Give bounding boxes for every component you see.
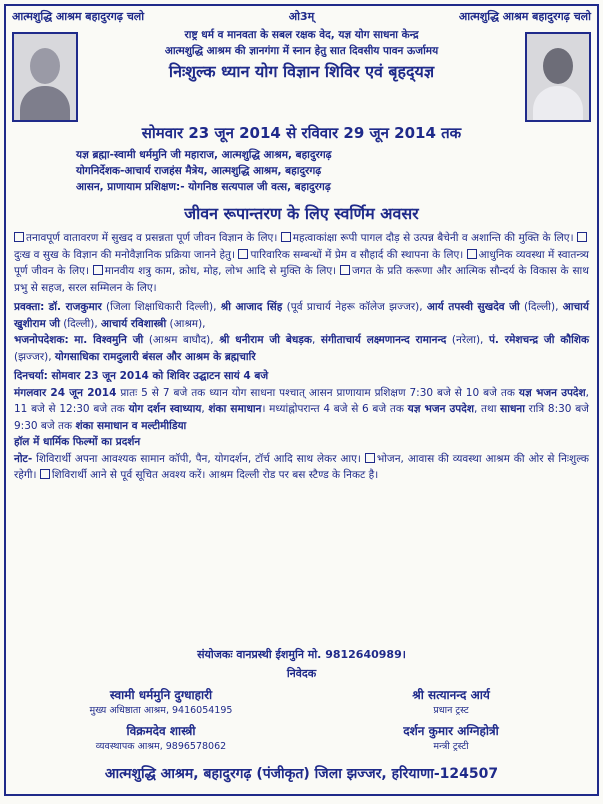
note-item: भोजन, आवास की व्यवस्था आश्रम की ओर से निःशुल्क रहेगी। [14, 452, 589, 481]
photo-body-shape [20, 86, 70, 122]
speaker-detail: (आश्रम), [166, 317, 206, 330]
schedule-item: शंका समाधान [208, 403, 262, 415]
singer-detail: (आश्रम बाघौद), [143, 334, 220, 346]
note-paragraph [14, 451, 589, 484]
top-right-slogan: आत्मशुद्धि आश्रम बहादुरगढ़ चलो [458, 10, 591, 23]
speaker-detail: (दिल्ली), [59, 317, 101, 330]
speaker-detail: (जिला शिक्षाधिकारी दिल्ली), [101, 301, 221, 313]
photo-face-shape [543, 48, 573, 84]
om-symbol: ओ3म् [288, 10, 315, 23]
objectives-paragraph [14, 230, 589, 296]
official-line: योगनिर्देशक-आचार्य राजहंस मैत्रेय, आत्मशुद्धि आश्रम, बहादुरगढ़ [76, 165, 322, 177]
golden-opportunity-heading: जीवन रूपान्तरण के लिए स्वर्णिम अवसर [184, 204, 419, 223]
schedule-text: , [201, 403, 209, 415]
convener-contact: संयोजकः वानप्रस्थी ईशमुनि मो. 9812640989। [197, 648, 406, 661]
checkbox-icon [340, 265, 350, 275]
photo-body-shape [533, 86, 583, 122]
header-line-1: राष्ट्र धर्म व मानवता के सबल रक्षक वेद, यज्ञ योग साधना केन्द्र [184, 29, 419, 41]
officials-list [76, 147, 587, 195]
checkbox-icon [281, 232, 291, 242]
signatory-name: दर्शन कुमार अग्निहोत्री [403, 724, 499, 738]
speakers-label: प्रवक्ता: [14, 301, 45, 313]
singer-name: श्री धनीराम जी बेधड़क [219, 334, 312, 346]
note-label: नोट- [14, 452, 33, 465]
schedule-item: योग दर्शन स्वाध्याय [128, 403, 202, 415]
schedule-item: साधना [500, 403, 525, 415]
schedule-text: प्रातः 5 से 7 बजे तक ध्यान योग साधना पश्चात् आसन प्राणायाम प्रशिक्षण 7:30 बजे से 10 बजे तक [116, 386, 519, 399]
schedule-label: दिनचर्या: [14, 370, 48, 382]
signatory-role: मुख्य अधिष्ठाता आश्रम, 9416054195 [89, 705, 233, 716]
header-text [88, 27, 515, 84]
note-item: शिविरार्थी आने से पूर्व सूचित अवश्य करें। आश्रम दिल्ली रोड पर बस स्टैण्ड के निकट है। [51, 469, 379, 481]
objective: दुःख व सुख के विज्ञान की मनोवैज्ञानिक प्रक्रिया जानने हेतु। [14, 248, 236, 261]
signatory [36, 686, 286, 716]
schedule-text: रात्रि 8:30 बजे 9:30 बजे तक [14, 403, 589, 432]
schedule-day1 [14, 368, 589, 385]
speaker-name: डॉ. राजकुमार [48, 301, 102, 313]
signatory [326, 686, 576, 716]
signatory-role: व्यवस्थापक आश्रम, 9896578062 [95, 741, 227, 752]
speaker-name: आचार्य रविशास्त्री [101, 317, 167, 330]
speaker-detail: (पूर्व प्राचार्य नेहरू कॉलेज झज्जर), [282, 301, 427, 313]
singer-detail: (झज्जर), [14, 350, 55, 363]
schedule-item: शंका समाधान व मल्टीमीडिया [75, 419, 187, 432]
photo-face-shape [30, 48, 60, 84]
checkbox-icon [238, 249, 248, 259]
film-screening: हॉल में धार्मिक फिल्मों का प्रदर्शन [14, 436, 141, 448]
schedule-day2-label: मंगलवार 24 जून 2014 [14, 386, 117, 399]
schedule-item: यज्ञ भजन उपदेश [407, 403, 474, 415]
ashram-address: आत्मशुद्धि आश्रम, बहादुरगढ़ (पंजीकृत) जिला झज्जर, हरियाणा-124507 [104, 766, 499, 782]
singer-name: संगीताचार्य लक्ष्मणानन्द रामानन्द [320, 334, 447, 346]
top-row [12, 9, 591, 25]
singer-detail: (नरेला), [446, 334, 489, 346]
checkbox-icon [40, 469, 50, 479]
checkbox-icon [365, 453, 375, 463]
signatory-name: स्वामी धर्ममुनि दुग्धाहारी [109, 688, 213, 702]
schedule-text: । मध्यांह्नोपरान्त 4 बजे से 6 बजे तक [261, 403, 408, 415]
objective: आधुनिक व्यवस्था में स्वातन्त्र्य पूर्ण जीवन के लिए। [14, 248, 590, 277]
top-left-slogan: आत्मशुद्धि आश्रम बहादुरगढ़ चलो [12, 10, 145, 23]
objective: तनावपूर्ण वातावरण में सुखद व प्रसन्नता पूर्ण जीवन विज्ञान के लिए। [26, 232, 278, 244]
checkbox-icon [467, 249, 477, 259]
speaker-name: श्री आजाद सिंह [220, 301, 283, 313]
pamphlet [4, 4, 599, 796]
checkbox-icon [577, 232, 587, 242]
schedule-text: , तथा [473, 403, 501, 415]
camp-title: निःशुल्क ध्यान योग विज्ञान शिविर एवं बृहद्‌यज्ञ [168, 62, 435, 81]
bhajan-label: भजनोपदेशक: [14, 334, 69, 346]
signatory-role: प्रधान ट्रस्ट [433, 705, 469, 716]
objective: महत्वाकांक्षा रूपी पागल दौड़ से उत्पन्न बैचेनी व अशान्ति की मुक्ति के लिए। [292, 232, 574, 244]
speaker-name: आर्य तपस्वी सुखदेव जी [426, 301, 520, 313]
objective: जगत के प्रति करूणा और आत्मिक सौन्दर्य के विकास के साथ प्रभु से सहज, सरल सम्मिलन के लिए। [14, 265, 589, 294]
singer-name: योगसाधिका रामदुलारी बंसल और आश्रम के ब्रह्मचारि [54, 350, 256, 363]
main-content [14, 230, 589, 484]
checkbox-icon [14, 232, 24, 242]
swami-photo [12, 32, 78, 122]
requested-by-label: निवेदक [286, 667, 317, 680]
signatory [326, 722, 576, 752]
objective: पारिवारिक सम्बन्धों में प्रेम व सौहार्द की स्थापना के लिए। [250, 248, 464, 261]
signatory [36, 722, 286, 752]
objective: मानवीय शत्रु काम, क्रोध, मोह, लोभ आदि से मुक्ति के लिए। [104, 265, 337, 277]
schedule-text: , 11 बजे से 12:30 बजे तक [14, 386, 589, 415]
schedule-text: सोमवार 23 जून 2014 को शिविर उद्घाटन सायं 4 बजे [47, 370, 269, 382]
official-line: यज्ञ ब्रह्मा-स्वामी धर्ममुनि जी महाराज, आत्मशुद्धि आश्रम, बहादुरगढ़ [76, 149, 332, 161]
signatory-name: श्री सत्यानन्द आर्य [412, 688, 490, 702]
signatory-name: विक्रमदेव शास्त्री [126, 724, 196, 738]
acharya-photo [525, 32, 591, 122]
schedule-item: यज्ञ भजन उपदेश [518, 386, 586, 399]
bhajan-paragraph [14, 332, 589, 365]
official-line: आसन, प्राणायाम प्रशिक्षण:- योगनिष्ठ सत्यपाल जी वत्स, बहादुरगढ़ [76, 181, 331, 193]
event-dates: सोमवार 23 जून 2014 से रविवार 29 जून 2014 तक [141, 124, 462, 142]
header-line-2: आत्मशुद्धि आश्रम की ज्ञानगंगा में स्नान हेतु सात दिवसीय पावन ऊर्जामय [164, 45, 439, 57]
note-text: शिविरार्थी अपना आवश्यक सामान कॉपी, पैन, योगदर्शन, टॉर्च आदि साथ लेकर आए। [32, 452, 361, 465]
singer-detail: , [311, 334, 321, 346]
schedule-day2 [14, 385, 589, 435]
signatory-role: मन्त्री ट्रस्टी [433, 741, 469, 752]
singer-name: मा. विश्वमुनि जी [74, 334, 144, 346]
checkbox-icon [93, 265, 103, 275]
speaker-name: आचार्य खुशीराम जी [14, 301, 589, 330]
speaker-detail: (दिल्ली), [519, 301, 563, 313]
singer-name: पं. रमेशचन्द्र जी कौशिक [488, 334, 590, 346]
speakers-paragraph [14, 299, 589, 332]
